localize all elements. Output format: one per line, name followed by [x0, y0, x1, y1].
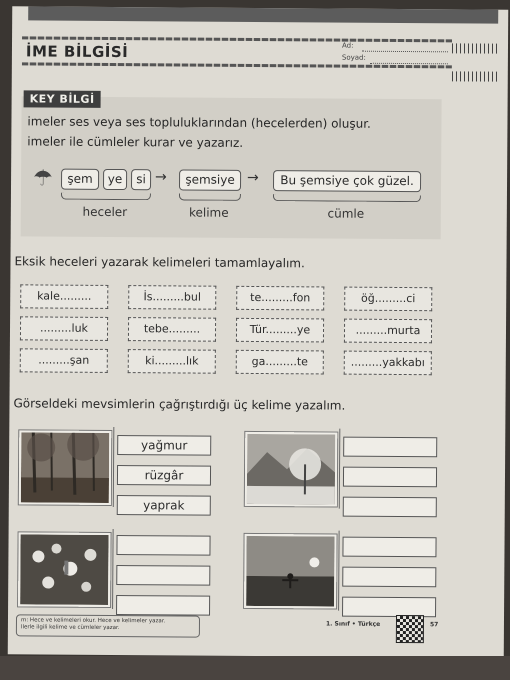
sentence-brace	[273, 194, 421, 202]
spring-flowers-image	[20, 534, 108, 605]
syllable-cell[interactable]: .........şan	[20, 348, 108, 373]
table-surface	[0, 656, 510, 680]
page-number: 57	[429, 621, 439, 629]
top-band	[28, 6, 498, 23]
syllable-cell[interactable]: .........luk	[20, 316, 108, 341]
objective-line-2: llerle ilgili kelime ve cümleler yazar.	[20, 624, 120, 632]
winter-trees-image	[247, 434, 335, 505]
syllables-brace	[61, 193, 151, 201]
info-badge: KEY BİLGİ	[24, 90, 101, 108]
exercise2-instruction: Görseldeki mevsimlerin çağrıştırdığı üç kelime yazalım.	[13, 396, 346, 413]
sentence-chip: Bu şemsiye çok güzel.	[273, 170, 421, 192]
syllable-cell[interactable]: ga.........te	[236, 350, 324, 375]
arrow-right-icon: →	[247, 169, 259, 187]
spring-photo	[18, 532, 111, 607]
syllable-cell[interactable]: kale.........	[20, 284, 108, 309]
syllable-cell[interactable]: İs.........bul	[128, 285, 216, 310]
syllable-chip: şem	[61, 169, 99, 190]
answer-box[interactable]: yağmur	[117, 435, 211, 456]
syllable-chip: ye	[103, 169, 127, 190]
syllable-chip: si	[131, 169, 151, 190]
answer-box[interactable]	[343, 467, 437, 488]
answer-box[interactable]	[342, 537, 436, 558]
word-chip: şemsiye	[179, 169, 241, 190]
umbrella-icon: ☂	[32, 166, 53, 192]
answer-box[interactable]: yaprak	[117, 495, 211, 516]
info-line-1: imeler ses veya ses topluluklarından (hecelerden) oluşur.	[27, 114, 371, 131]
summer-sea-image	[246, 536, 334, 607]
surname-label: Soyad:	[341, 53, 366, 62]
autumn-forest-image	[21, 432, 109, 503]
word-caption: kelime	[188, 205, 229, 220]
arrow-right-icon: →	[155, 169, 167, 186]
answer-box[interactable]	[342, 567, 436, 588]
answer-box[interactable]	[343, 437, 437, 458]
syllable-cell[interactable]: öğ.........ci	[344, 287, 432, 312]
word-brace	[179, 193, 241, 200]
syllable-cell[interactable]: ki.........lık	[128, 349, 216, 374]
answer-box[interactable]	[116, 535, 210, 556]
objective-line-1: m: Hece ve kelimeleri okur. Hece ve kelimeler yazar.	[20, 617, 166, 625]
answer-box[interactable]	[342, 597, 436, 618]
syllable-cell[interactable]: tebe.........	[128, 317, 216, 342]
book-label: 1. Sınıf • Türkçe	[325, 620, 381, 628]
exercise1-instruction: Eksik heceleri yazarak kelimeleri tamamlayalım.	[14, 254, 305, 271]
syllable-cell[interactable]: te.........fon	[236, 286, 324, 311]
answer-box[interactable]	[116, 595, 210, 616]
answer-box[interactable]: rüzgâr	[117, 465, 211, 486]
info-line-2: imeler ile cümleler kurar ve yazarız.	[27, 134, 244, 150]
syllable-cell[interactable]: .........yakkabı	[344, 351, 432, 376]
syllable-cell[interactable]: Tür.........ye	[236, 318, 324, 343]
header-rule-top	[22, 36, 452, 42]
objectives-box	[16, 614, 200, 637]
name-line[interactable]	[362, 51, 448, 53]
page-title: İME BİLGİSİ	[25, 42, 129, 62]
answer-box[interactable]	[343, 497, 437, 518]
answer-box[interactable]	[116, 565, 210, 586]
ruler-marks-lower	[452, 71, 500, 81]
sentence-caption: cümle	[327, 206, 365, 221]
summer-photo	[244, 534, 337, 609]
autumn-photo	[19, 430, 112, 505]
qr-code-icon	[396, 615, 424, 643]
winter-photo	[245, 432, 338, 507]
worksheet-page	[8, 6, 509, 657]
name-label: Ad:	[341, 41, 354, 50]
syllable-cell[interactable]: .........murta	[344, 319, 432, 344]
ruler-marks	[452, 43, 500, 53]
syllables-caption: heceler	[82, 204, 128, 220]
